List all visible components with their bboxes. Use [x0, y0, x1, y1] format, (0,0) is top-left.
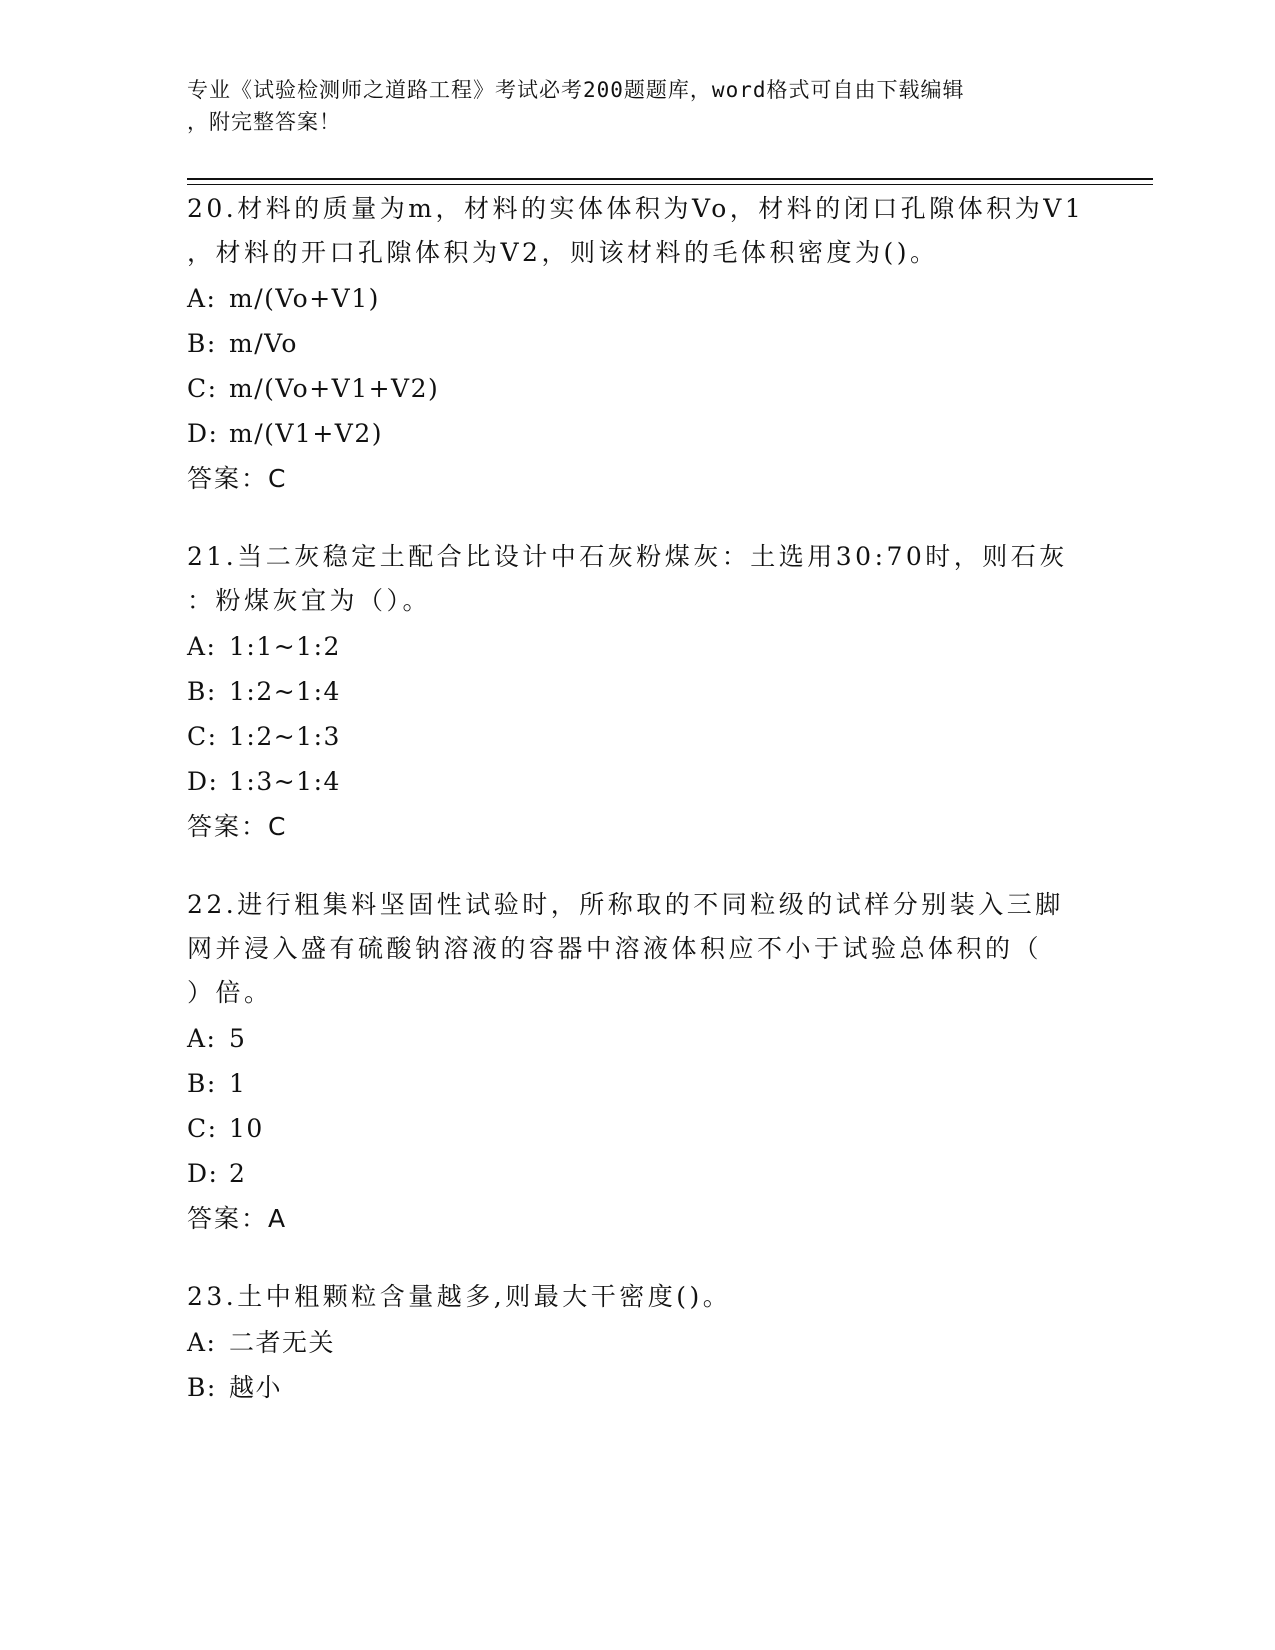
option-text: m/(Vo+V1+V2) — [229, 374, 440, 403]
option-letter: D: — [187, 1159, 219, 1188]
answer-option — [187, 366, 1087, 411]
question-block — [187, 188, 1087, 502]
answer-option — [187, 669, 1087, 714]
answer-key: 答案：A — [187, 1204, 288, 1233]
header-divider-thin — [187, 184, 1153, 185]
answer-option — [187, 759, 1087, 804]
option-letter: B: — [187, 1373, 217, 1402]
question-text-line: 23.土中粗颗粒含量越多,则最大干密度()。 — [187, 1282, 732, 1311]
document-header — [187, 74, 1087, 138]
answer-option — [187, 1320, 1087, 1365]
option-text: 10 — [229, 1114, 264, 1143]
question-block — [187, 884, 1087, 1242]
answer-option — [187, 624, 1087, 669]
answer-option — [187, 321, 1087, 366]
option-text: 越小 — [229, 1373, 283, 1402]
answer-key: 答案：C — [187, 812, 288, 841]
option-text: 1 — [229, 1069, 247, 1098]
answer-option — [187, 1061, 1087, 1106]
option-text: m/(Vo+V1) — [229, 284, 380, 313]
question-text-line: ：粉煤灰宜为（）。 — [187, 586, 432, 615]
answer-option — [187, 1151, 1087, 1196]
header-line-2: ，附完整答案！ — [187, 110, 341, 134]
option-letter: B: — [187, 329, 217, 358]
option-letter: D: — [187, 767, 219, 796]
question-text-line: 20.材料的质量为m，材料的实体体积为Vo，材料的闭口孔隙体积为V1 — [187, 194, 1085, 223]
question-text-line: 网并浸入盛有硫酸钠溶液的容器中溶液体积应不小于试验总体积的（ — [187, 934, 1043, 963]
option-letter: C: — [187, 1114, 218, 1143]
answer-key: 答案：C — [187, 464, 288, 493]
option-letter: C: — [187, 722, 218, 751]
option-text: 5 — [229, 1024, 247, 1053]
answer-option — [187, 1106, 1087, 1151]
header-line-1: 专业《试验检测师之道路工程》考试必考200题题库，word格式可自由下载编辑 — [187, 78, 965, 102]
option-text: 1:1~1:2 — [229, 632, 341, 661]
option-text: m/(V1+V2) — [229, 419, 384, 448]
question-text-line: ）倍。 — [187, 978, 273, 1007]
option-letter: B: — [187, 677, 217, 706]
option-text: 二者无关 — [229, 1328, 336, 1357]
option-letter: A: — [187, 632, 217, 661]
option-letter: A: — [187, 284, 217, 313]
answer-option — [187, 411, 1087, 456]
option-letter: D: — [187, 419, 219, 448]
option-letter: C: — [187, 374, 218, 403]
question-text-line: ，材料的开口孔隙体积为V2，则该材料的毛体积密度为()。 — [187, 238, 939, 267]
option-letter: A: — [187, 1328, 217, 1357]
option-text: 2 — [229, 1159, 247, 1188]
answer-option — [187, 1016, 1087, 1061]
header-divider-thick — [187, 178, 1153, 180]
option-letter: B: — [187, 1069, 217, 1098]
answer-option — [187, 714, 1087, 759]
option-text: 1:3~1:4 — [229, 767, 341, 796]
question-block — [187, 1276, 1087, 1410]
question-text-line: 22.进行粗集料坚固性试验时，所称取的不同粒级的试样分别装入三脚 — [187, 890, 1064, 919]
question-text-line: 21.当二灰稳定土配合比设计中石灰粉煤灰：土选用30:70时，则石灰 — [187, 542, 1068, 571]
option-text: 1:2~1:3 — [229, 722, 341, 751]
option-letter: A: — [187, 1024, 217, 1053]
option-text: 1:2~1:4 — [229, 677, 341, 706]
answer-option — [187, 276, 1087, 321]
answer-option — [187, 1365, 1087, 1410]
question-list — [187, 188, 1087, 1444]
question-block — [187, 536, 1087, 850]
option-text: m/Vo — [229, 329, 298, 358]
